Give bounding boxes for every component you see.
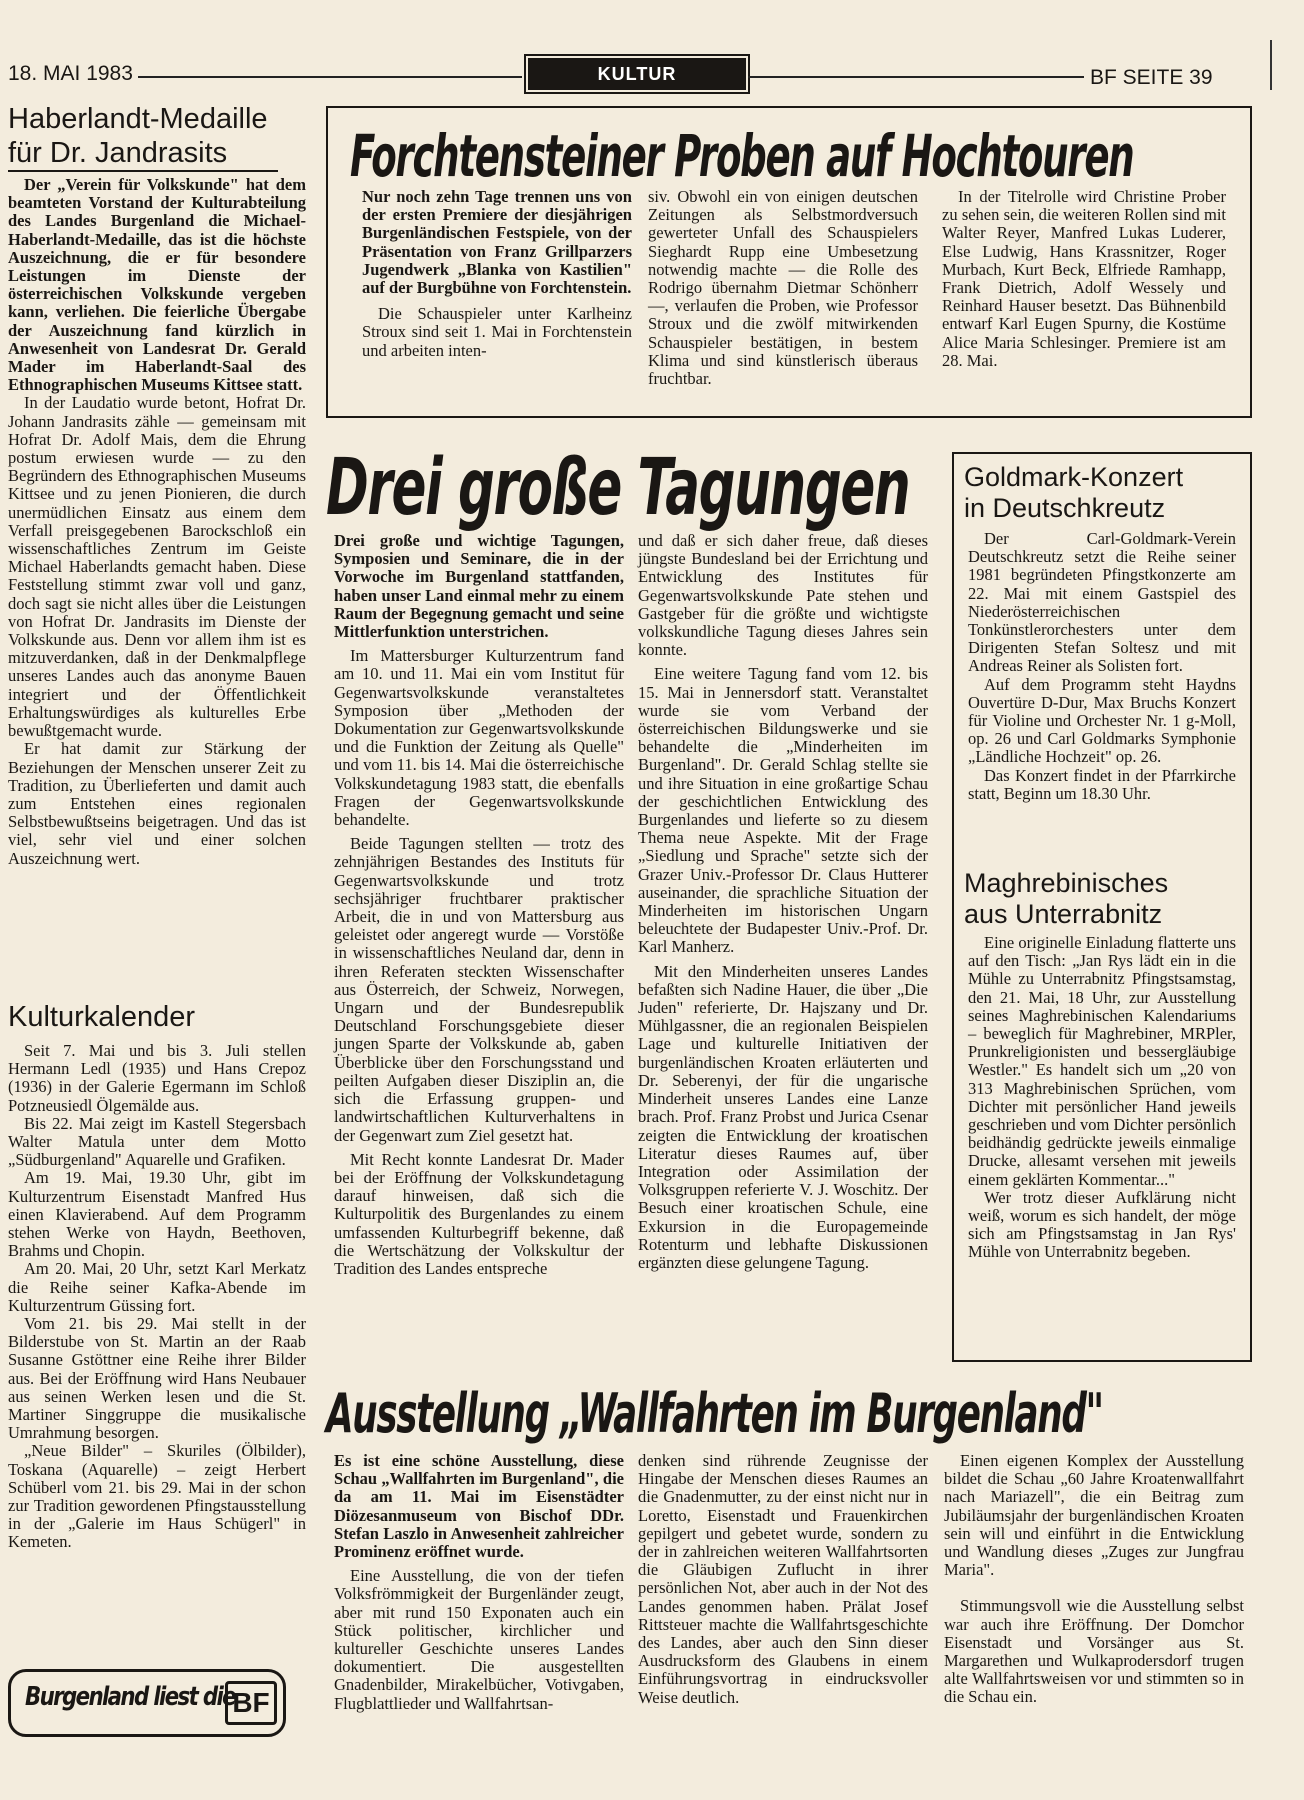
calendar-entry: Vom 21. bis 29. Mai stellt in der Bilderstube von St. Martin an der Raab Susanne Gstöttner eine Reihe ihrer Bilder aus. Bei der Eröffnung wird Hans Neubauer aus seinen Werken lesen und die St. Martiner Singgruppe die musikalische Umrahmung besorgen. <box>8 1314 306 1443</box>
tagungen-col-2 <box>638 532 928 1272</box>
calendar-entry: Am 20. Mai, 20 Uhr, setzt Karl Merkatz die Reihe seiner Kafka-Abende im Kulturzentrum Güssing fort. <box>8 1259 306 1315</box>
kulturkalender-title: Kulturkalender <box>8 1001 195 1033</box>
maghreb-article <box>968 934 1236 1262</box>
wallfahrten-col-3 <box>944 1452 1244 1707</box>
article-paragraph: Der Carl-Goldmark-Verein Deutschkreutz setzt die Reihe seiner 1981 begründeten Pfingstkonzerte am 22. Mai mit einem Gastspiel des Niederösterreichischen Tonkünstlerorchesters unter dem Dirigenten Stefan Soltesz und mit Andreas Reiner als Solisten fort. <box>968 529 1236 676</box>
article-paragraph: Drei große und wichtige Tagungen, Symposien und Seminare, die in der Vorwoche im Burgenland stattfanden, haben unser Land einmal mehr zu einem Raum der Begegnung gemacht und seine Mittlerfunktion unterstrichen. <box>334 531 624 642</box>
article-paragraph: siv. Obwohl ein von einigen deutschen Zeitungen als Selbstmordversuch gewerteter Unfall des Schauspielers Sieghardt Rupp eine Umbesetzung notwendig machte — die Rolle des Rodrigo übernahm Dietmar Schönherr —, verlaufen die Proben, wie Professor Stroux und die zwölf mitwirkenden Schauspieler bestätigen, in bestem Klima und sind künstlerisch überaus fruchtbar. <box>648 187 918 389</box>
forchtenstein-box <box>326 106 1252 418</box>
issue-date: 18. MAI 1983 <box>8 62 133 85</box>
article-paragraph: In der Titelrolle wird Christine Prober zu sehen sein, die weiteren Rollen sind mit Walter Reyer, Manfred Lukas Luderer, Else Ludwig, Hans Krassnitzer, Roger Murbach, Kurt Beck, Elfriede Ramhapp, Frank Dietrich, Adolf Wessely und Reinhard Hauser besetzt. Das Bühnenbild entwarf Karl Eugen Spurny, die Kostüme Alice Maria Schlesinger. Premiere ist am 28. Mai. <box>942 187 1226 370</box>
goldmark-article <box>968 530 1236 803</box>
calendar-entry: Seit 7. Mai und bis 3. Juli stellen Hermann Ledl (1935) und Hans Crepoz (1936) in der Galerie Egermann im Schloß Potzneusiedl Ölgemälde aus. <box>8 1041 306 1115</box>
forchtenstein-col-2 <box>648 188 918 388</box>
forchtenstein-col-3 <box>942 188 1226 370</box>
bf-logo: BF <box>225 1681 277 1725</box>
header-rule-right <box>748 76 1084 78</box>
article-paragraph: Eine Ausstellung, die von der tiefen Volksfrömmigkeit der Burgenländer zeugt, aber mit rund 150 Exponaten auch ein Stück politischer, kirchlicher und kultureller Geschichte unseres Landes dokumentiert. Die ausgestellten Gnadenbilder, Mirakelbücher, Votivgaben, Flugblattlieder und Wallfahrtsan- <box>334 1566 624 1713</box>
article-paragraph: Auf dem Programm steht Haydns Ouvertüre D-Dur, Max Bruchs Konzert für Violine und Orchester Nr. 1 g-Moll, op. 26 und Carl Goldmarks Symphonie „Ländliche Hochzeit" op. 26. <box>968 674 1236 767</box>
goldmark-title-line-2: in Deutschkreutz <box>964 493 1166 523</box>
divider <box>8 170 278 172</box>
article-paragraph: Beide Tagungen stellten — trotz des zehnjährigen Bestandes des Instituts für Gegenwartsvolkskunde und trotz sechsjähriger fruchtbarer praktischer Arbeit, die in und von Mattersburg aus geleistet oder angeregt wurde — Vorstöße in wissenschaftliches Neuland dar, denn in ihren Referaten steckten Wissenschafter aus Österreich, der Schweiz, Norwegen, Ungarn und der Bundesrepublik Deutschland Forschungsgebiete dieser jungen Sparte der Volkskunde ab, gaben Überblicke über den Forschungsstand und peilten Aufgaben dieser Disziplin an, die sich die Erfassung gruppen- und landwirtschaftlichen Kulturverhaltens in der Gegenwart zum Ziel gesetzt hat. <box>334 834 624 1145</box>
article-paragraph: denken sind rührende Zeugnisse der Hingabe der Menschen dieses Raumes an die Gnadenmutter, zu der einst nicht nur in Loretto, Eisenstadt und Frauenkirchen gepilgert und gebetet wurde, sondern zu der in zahlreichen weiteren Wallfahrtsorten die Gläubigen Zuflucht in ihrer persönlichen Not, aber auch in der Not des Landes genommen haben. Prälat Josef Rittsteuer machte die Wallfahrtsgeschichte des Landes, aber auch den Sinn dieser Ausdrucksform des Glaubens in einem Einführungsvortrag in eindrucksvoller Weise deutlich. <box>638 1451 928 1707</box>
maghreb-title-line-1: Maghrebinisches <box>964 868 1169 898</box>
haberlandt-title-line-1: Haberlandt-Medaille <box>8 103 268 135</box>
calendar-entry: Am 19. Mai, 19.30 Uhr, gibt im Kulturzentrum Eisenstadt Manfred Hus einen Klavierabend. Auf dem Programm stehen Werke von Haydn, Beethoven, Brahms und Chopin. <box>8 1168 306 1261</box>
header-rule-left <box>138 76 522 78</box>
article-paragraph: Eine weitere Tagung fand vom 12. bis 15. Mai in Jennersdorf statt. Veranstaltet wurde sie vom Verband der österreichischen Bildungswerke und sie behandelte die „Minderheiten im Burgenland". Dr. Gerald Schlag stellte sie und ihre Situation in eine großartige Schau der geschichtlichen Entwicklung des Burgenlandes und lieferte so zu diesem Thema neue Aspekte. Mit der Frage „Siedlung und Sprache" setzte sich der Grazer Univ.-Professor Dr. Claus Hutterer auseinander, die sprachliche Situation der Minderheiten im historischen Ungarn beleuchtete der Budapester Univ.-Prof. Dr. Karl Manherz. <box>638 664 928 957</box>
right-sidebar-box <box>952 452 1252 1362</box>
page-number: BF SEITE 39 <box>1090 66 1213 89</box>
calendar-entry: Bis 22. Mai zeigt im Kastell Stegersbach Walter Matula unter dem Motto „Südburgenland" Aquarelle und Grafiken. <box>8 1113 306 1170</box>
article-paragraph: Wer trotz dieser Aufklärung nicht weiß, worum es sich handelt, der möge sich am Pfingstsamstag in Jan Rys' Mühle von Unterrabnitz begeben. <box>968 1187 1236 1262</box>
article-paragraph: Das Konzert findet in der Pfarrkirche statt, Beginn um 18.30 Uhr. <box>968 765 1236 803</box>
article-paragraph: Mit Recht konnte Landesrat Dr. Mader bei der Eröffnung der Volkskundetagung darauf hinweisen, daß sich die Kulturpolitik des Burgenlandes zu einem umfassenden Kulturbegriff bekenne, daß die Wertschätzung der Volkskultur der Tradition des Landes entspreche <box>334 1149 624 1278</box>
wallfahrten-col-2 <box>638 1452 928 1707</box>
forchtenstein-headline: Forchtensteiner Proben auf Hochtouren <box>350 122 1134 190</box>
article-paragraph: In der Laudatio wurde betont, Hofrat Dr. Johann Jandrasits zähle — gemeinsam mit Hofrat Dr. Adolf Mais, dem die Ehrung postum erwiesen wurde — zu den Begründern des Ethnographischen Museums Kittsee und zu jenen Pionieren, die durch unermüdlichen Einsatz aus einem dem Verfall preisgegebenen Barockschloß ein wissenschaftliches Zentrum im Geiste Michael Haberlandts gemacht haben. Diese Feststellung stimmt zwar voll und ganz, doch sagt sie nicht alles über die Leistungen von Hofrat Dr. Jandrasits im Dienste der Volkskunde aus. Denn vor allem ihm ist es mitzuverdanken, daß in der Denkmalpflege unseres Landes auch das anonyme Bauen integriert und der Öffentlichkeit Erhaltungswürdiges als kulturelles Erbe bewußtgemacht wurde. <box>8 393 306 741</box>
article-paragraph: und daß er sich daher freue, daß dieses jüngste Bundesland bei der Errichtung und Entwicklung des Institutes für Gegenwartsvolkskunde Pate stehen und Gastgeber für die größte und wichtigste volkskundliche Tagung dieses Jahres sein konnte. <box>638 531 928 660</box>
burgenland-liest-die-bf-badge <box>8 1669 286 1737</box>
goldmark-title-line-1: Goldmark-Konzert <box>964 462 1184 492</box>
maghreb-title <box>964 868 1244 930</box>
article-paragraph: Die Schauspieler unter Karlheinz Stroux sind seit 1. Mai in Forchtenstein und arbeiten inten- <box>362 304 632 360</box>
haberlandt-title <box>8 102 308 170</box>
wallfahrten-headline: Ausstellung „Wallfahrten im Burgenland" <box>326 1382 1103 1445</box>
article-paragraph: Eine originelle Einladung flatterte uns auf den Tisch: „Jan Rys lädt ein in die Mühle zu Unterrabnitz Pfingstsamstag, den 21. Mai, 18 Uhr, zur Ausstellung seines Maghrebinischen Kalendariums – beweglich für Maghrebiner, MRPler, Prunkreligionisten und bessergläubige Westler." Es handelt sich um „20 von 313 Maghrebinischen Sprüchen, vom Dichter mit persönlicher Hand jeweils geschrieben und vom Dichter persönlich beidhändig gedrückte jeweils einmalige Drucke, allesamt versehen mit jeweils einem geklärten Kommentar..." <box>968 933 1237 1189</box>
tagungen-headline: Drei große Tagungen <box>326 443 910 533</box>
article-paragraph: Nur noch zehn Tage trennen uns von der ersten Premiere der diesjährigen Burgenländischen Festspiele, von der Präsentation von Franz Grillparzers Jugendwerk „Blanka von Kastilien" auf der Burgbühne von Forchtenstein. <box>362 187 632 298</box>
tagungen-col-1 <box>334 532 624 1278</box>
margin-mark <box>1270 40 1272 90</box>
haberlandt-article <box>8 176 306 868</box>
section-label: KULTUR <box>528 58 746 90</box>
goldmark-title <box>964 462 1244 524</box>
kulturkalender-article <box>8 1042 306 1552</box>
article-paragraph: Der „Verein für Volkskunde" hat dem beamteten Vorstand der Kulturabteilung des Landes Burgenland die Michael-Haberlandt-Medaille, das ist die höchste Auszeichnung, die er für besondere Leistungen im Dienste der österreichischen Volkskunde vergeben kann, verliehen. Die feierliche Übergabe der Auszeichnung fand kürzlich in Anwesenheit von Landesrat Dr. Gerald Mader im Haberlandt-Saal des Ethnographischen Museums Kittsee statt. <box>8 175 306 395</box>
article-paragraph: Im Mattersburger Kulturzentrum fand am 10. und 11. Mai ein vom Institut für Gegenwartsvolkskunde veranstaltetes Symposion über „Methoden der Dokumentation zur Gegenwartsvolkskunde und die Funktion der Zeitung als Quelle" und vom 11. bis 14. Mai die österreichische Volkskundetagung 1983 statt, die ebenfalls Fragen der Gegenwartsvolkskunde behandelte. <box>334 646 624 830</box>
maghreb-title-line-2: aus Unterrabnitz <box>964 899 1163 929</box>
article-paragraph: Stimmungsvoll wie die Ausstellung selbst war auch ihre Eröffnung. Der Domchor Eisenstadt und Vorsänger aus St. Margarethen und Wulkaprodersdorf trugen alte Wallfahrtsweisen vor und stimmten so in die Schau ein. <box>944 1596 1244 1707</box>
article-paragraph: Es ist eine schöne Ausstellung, diese Schau „Wallfahrten im Burgenland", die da am 11. Mai im Eisenstädter Diözesanmuseum von Bischof DDr. Stefan Laszlo in Anwesenheit zahlreicher Prominenz eröffnet wurde. <box>334 1451 624 1562</box>
article-paragraph: Er hat damit zur Stärkung der Beziehungen der Menschen unserer Zeit zu Tradition, zu Überlieferten und damit auch zum Entstehen eines regionalen Selbstbewußtseins beigetragen. Und das ist viel, sehr viel und einer solchen Auszeichnung wert. <box>8 739 306 868</box>
article-paragraph: Einen eigenen Komplex der Ausstellung bildet die Schau „60 Jahre Kroatenwallfahrt nach Mariazell", die ein Beitrag zum Jubiläumsjahr der burgenländischen Kroaten sein will und einführt in die Entwicklung und Wandlung dieses „Zuges zur Jungfrau Maria". <box>944 1451 1244 1580</box>
haberlandt-title-line-2: für Dr. Jandrasits <box>8 137 228 169</box>
article-paragraph: Mit den Minderheiten unseres Landes befaßten sich Nadine Hauer, die über „Die Juden" referierte, Dr. Hajszany und Dr. Mühlgassner, die an regionalen Beispielen Lage und kulturelle Initiativen der burgenländischen Kroaten erläuterten und Dr. Seberenyi, der für die ungarische Minderheit unseres Landes eine Lanze brach. Prof. Franz Probst und Jurica Csenar zeigten die Entwicklung der kroatischen Literatur dieses Raumes auf, über Integration oder Assimilation der Volksgruppen referierte V. J. Woschitz. Der Besuch einer kroatischen Schule, eine Exkursion in die Europagemeinde Rotenturm und lebhafte Diskussionen ergänzten diese gelungene Tagung. <box>638 961 928 1272</box>
calendar-entry: „Neue Bilder" – Skuriles (Ölbilder), Toskana (Aquarelle) – zeigt Herbert Schüberl vom 21. bis 29. Mai in der schon zur Tradition gewordenen Pfingstausstellung in der „Galerie im Haus Schügerl" in Kemeten. <box>8 1441 306 1552</box>
badge-text: Burgenland liest die <box>25 1682 236 1712</box>
forchtenstein-col-1 <box>362 188 632 360</box>
wallfahrten-col-1 <box>334 1452 624 1713</box>
